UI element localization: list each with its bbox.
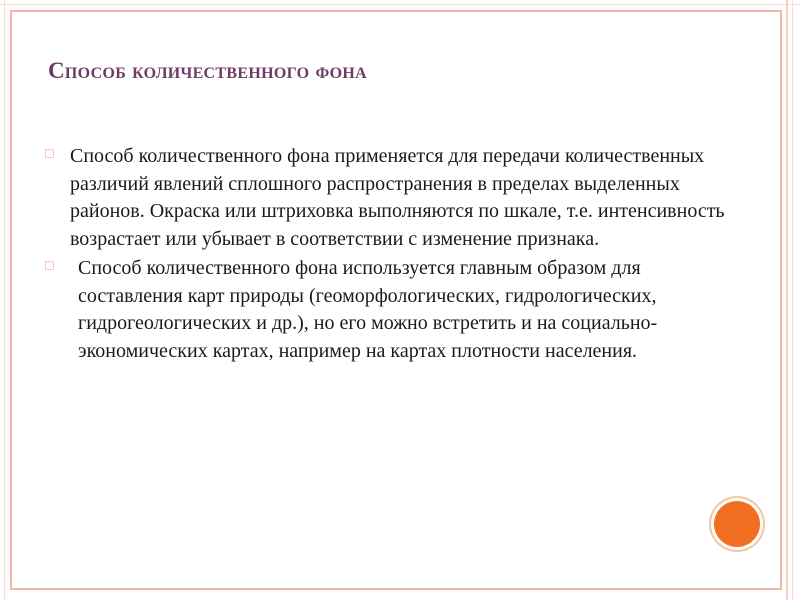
frame-line-top: [10, 10, 782, 12]
slide-title: Способ количественного фона: [48, 58, 368, 83]
bullet-item: [44, 255, 734, 365]
bullet-text: Способ количественного фона применяется для передачи количественных различий явлений сплошного распространения в пределах выделенных районов. Окраска или штриховка выполняются по шкале, т.е. интенсивность возрастает или убывает в соответствии с изменение признака.: [70, 145, 725, 250]
orange-circle-decoration: [714, 501, 760, 547]
bullet-item: [44, 143, 734, 253]
frame-line-outer-top: [0, 4, 800, 5]
hollow-square-bullet-icon: ◻: [44, 258, 55, 273]
frame-line-left: [10, 10, 12, 590]
hollow-square-bullet-icon: ◻: [44, 146, 55, 161]
frame-line-right-outermost: [792, 0, 793, 600]
frame-line-outer-left: [4, 0, 5, 600]
bullet-text: Способ количественного фона используется главным образом для составления карт природы (геоморфологических, гидрологических, гидрогеологических и др.), но его можно встретить и на социально-экономических картах, например на картах плотности населения.: [78, 257, 658, 362]
frame-line-right-outer: [786, 0, 788, 600]
frame-line-right: [780, 10, 782, 590]
bullet-list: [44, 143, 734, 367]
frame-line-bottom: [10, 588, 782, 590]
